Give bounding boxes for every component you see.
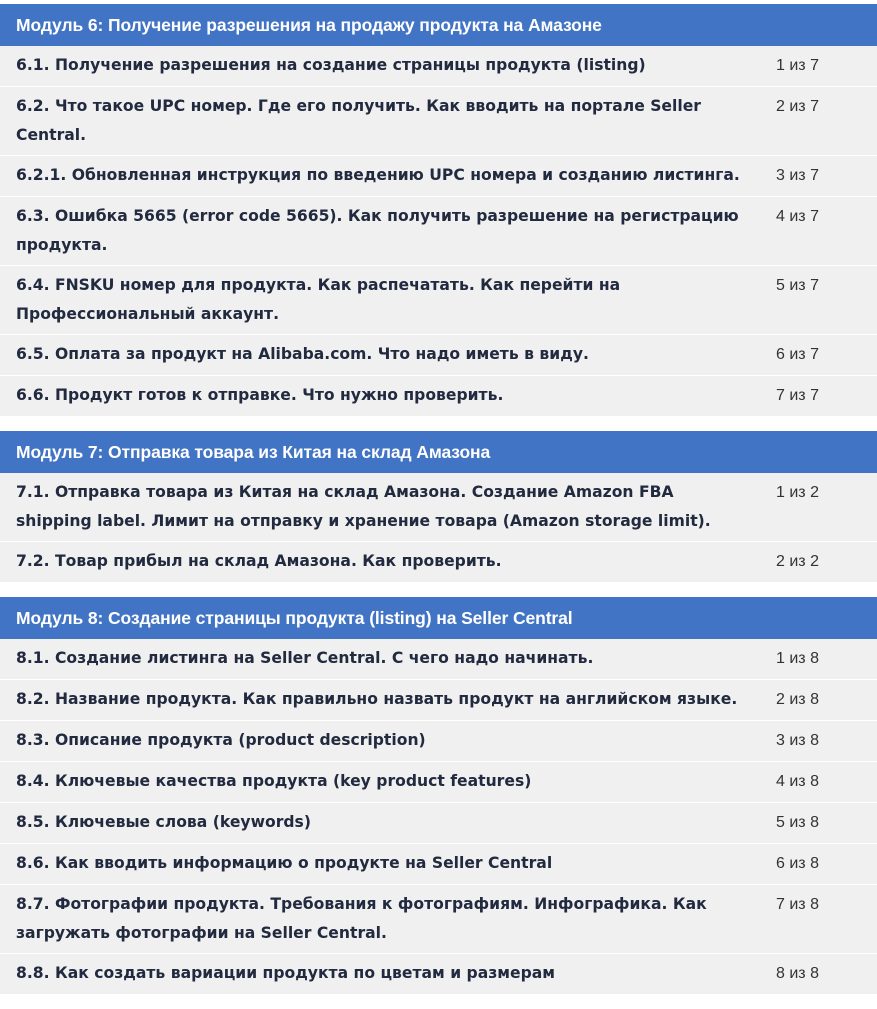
lesson-title: 7.1. Отправка товара из Китая на склад Амазона. Создание Amazon FBA shipping label. Лимит на отправку и хранение товара (Amazon storage limit). (16, 483, 711, 530)
lesson-row[interactable] (0, 473, 877, 542)
lesson-row[interactable] (0, 335, 877, 376)
lesson-title: 6.6. Продукт готов к отправке. Что нужно проверить. (16, 386, 504, 404)
lesson-row[interactable] (0, 639, 877, 680)
lesson-progress: 6 из 7 (776, 346, 819, 363)
lesson-title: 8.3. Описание продукта (product description) (16, 731, 426, 749)
lesson-title: 7.2. Товар прибыл на склад Амазона. Как проверить. (16, 552, 502, 570)
lesson-title: 6.1. Получение разрешения на создание страницы продукта (listing) (16, 56, 646, 74)
lesson-progress: 7 из 7 (776, 387, 819, 404)
lesson-title: 6.2. Что такое UPC номер. Где его получить. Как вводить на портале Seller Central. (16, 97, 701, 144)
lesson-title: 6.2.1. Обновленная инструкция по введению UPC номера и созданию листинга. (16, 166, 740, 184)
lesson-title: 8.7. Фотографии продукта. Требования к фотографиям. Инфографика. Как загружать фотографии на Seller Central. (16, 895, 707, 942)
lesson-row[interactable] (0, 156, 877, 197)
lesson-title: 8.2. Название продукта. Как правильно назвать продукт на английском языке. (16, 690, 738, 708)
lesson-title: 6.3. Ошибка 5665 (error code 5665). Как получить разрешение на регистрацию продукта. (16, 207, 739, 254)
module-title: Модуль 7: Отправка товара из Китая на склад Амазона (0, 431, 877, 473)
lesson-title: 8.4. Ключевые качества продукта (key product features) (16, 772, 532, 790)
lesson-title: 8.8. Как создать вариации продукта по цветам и размерам (16, 964, 556, 982)
lesson-row[interactable] (0, 542, 877, 583)
module-title: Модуль 8: Создание страницы продукта (listing) на Seller Central (0, 597, 877, 639)
lesson-row[interactable] (0, 803, 877, 844)
lesson-title: 8.1. Создание листинга на Seller Central. С чего надо начинать. (16, 649, 594, 667)
course-curriculum (0, 4, 877, 1009)
lesson-progress: 2 из 8 (776, 691, 819, 708)
module-title: Модуль 6: Получение разрешения на продажу продукта на Амазоне (0, 4, 877, 46)
lesson-title: 6.5. Оплата за продукт на Alibaba.com. Что надо иметь в виду. (16, 345, 589, 363)
lesson-row[interactable] (0, 721, 877, 762)
lesson-row[interactable] (0, 376, 877, 417)
lesson-title: 8.5. Ключевые слова (keywords) (16, 813, 311, 831)
lesson-title: 6.4. FNSKU номер для продукта. Как распечатать. Как перейти на Профессиональный аккаунт. (16, 276, 621, 323)
module-7 (0, 431, 877, 583)
lesson-row[interactable] (0, 762, 877, 803)
lesson-progress: 2 из 2 (776, 553, 819, 570)
lesson-progress: 3 из 8 (776, 732, 819, 749)
lesson-row[interactable] (0, 197, 877, 266)
lesson-progress: 6 из 8 (776, 855, 819, 872)
lesson-title: 8.6. Как вводить информацию о продукте на Seller Central (16, 854, 553, 872)
lesson-progress: 3 из 7 (776, 167, 819, 184)
lesson-row[interactable] (0, 87, 877, 156)
lesson-progress: 1 из 2 (776, 484, 819, 501)
lesson-progress: 1 из 8 (776, 650, 819, 667)
module-6 (0, 4, 877, 417)
lesson-progress: 5 из 7 (776, 277, 819, 294)
lesson-row[interactable] (0, 954, 877, 995)
lesson-progress: 7 из 8 (776, 896, 819, 913)
module-8 (0, 597, 877, 995)
lesson-progress: 8 из 8 (776, 965, 819, 982)
lesson-row[interactable] (0, 844, 877, 885)
lesson-row[interactable] (0, 885, 877, 954)
lesson-progress: 2 из 7 (776, 98, 819, 115)
lesson-row[interactable] (0, 266, 877, 335)
lesson-progress: 5 из 8 (776, 814, 819, 831)
lesson-progress: 4 из 7 (776, 208, 819, 225)
lesson-row[interactable] (0, 46, 877, 87)
lesson-row[interactable] (0, 680, 877, 721)
lesson-progress: 1 из 7 (776, 57, 819, 74)
lesson-progress: 4 из 8 (776, 773, 819, 790)
